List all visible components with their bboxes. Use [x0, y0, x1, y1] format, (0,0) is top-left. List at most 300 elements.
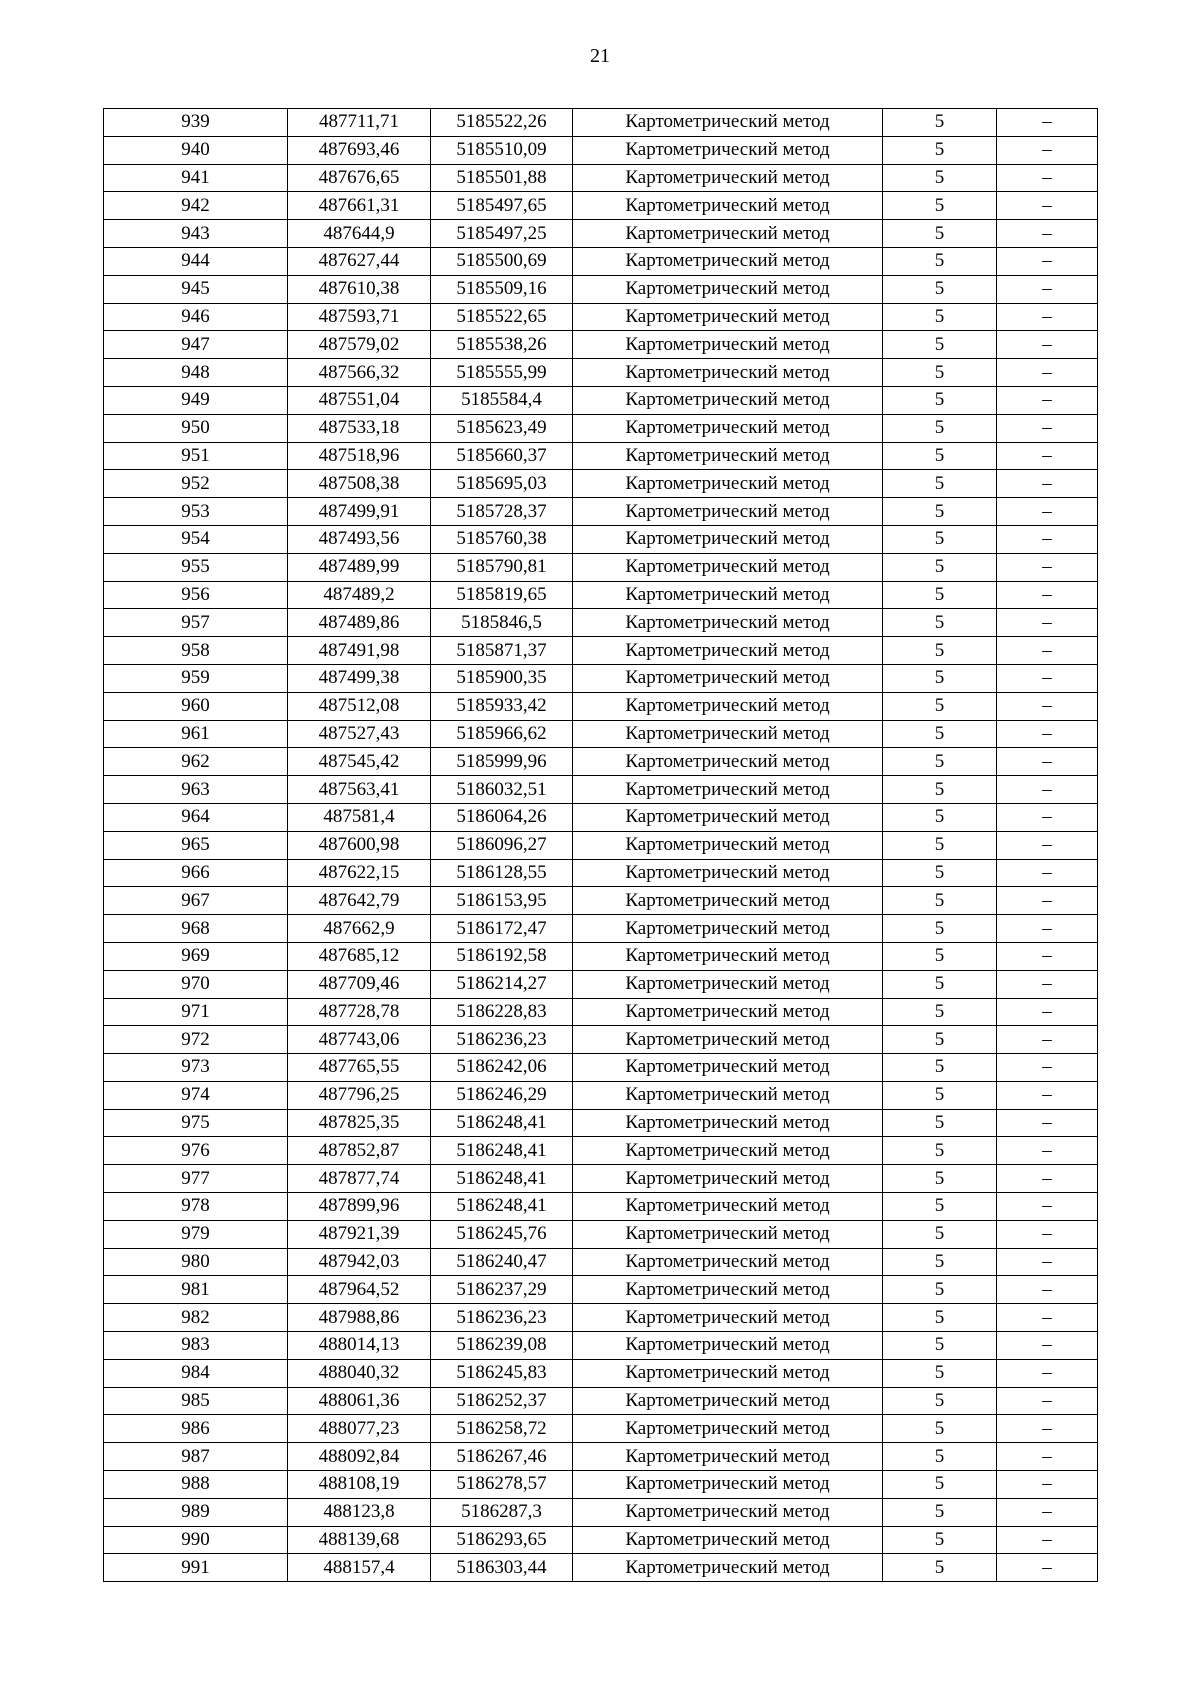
- accuracy-cell: 5: [883, 1415, 997, 1443]
- method-cell: Картометрический метод: [573, 720, 883, 748]
- y-coordinate-cell: 5185510,09: [431, 136, 573, 164]
- x-coordinate-cell: 487579,02: [288, 331, 431, 359]
- accuracy-cell: 5: [883, 275, 997, 303]
- description-cell: –: [997, 720, 1098, 748]
- description-cell: –: [997, 275, 1098, 303]
- method-cell: Картометрический метод: [573, 1193, 883, 1221]
- y-coordinate-cell: 5186248,41: [431, 1193, 573, 1221]
- y-coordinate-cell: 5186248,41: [431, 1137, 573, 1165]
- method-cell: Картометрический метод: [573, 998, 883, 1026]
- method-cell: Картометрический метод: [573, 664, 883, 692]
- accuracy-cell: 5: [883, 1165, 997, 1193]
- point-number-cell: 966: [104, 859, 288, 887]
- method-cell: Картометрический метод: [573, 1443, 883, 1471]
- x-coordinate-cell: 487693,46: [288, 136, 431, 164]
- method-cell: Картометрический метод: [573, 1026, 883, 1054]
- method-cell: Картометрический метод: [573, 970, 883, 998]
- description-cell: –: [997, 1415, 1098, 1443]
- accuracy-cell: 5: [883, 247, 997, 275]
- method-cell: Картометрический метод: [573, 331, 883, 359]
- x-coordinate-cell: 487676,65: [288, 164, 431, 192]
- table-row: [104, 1137, 1098, 1165]
- point-number-cell: 981: [104, 1276, 288, 1304]
- x-coordinate-cell: 487899,96: [288, 1193, 431, 1221]
- x-coordinate-cell: 487685,12: [288, 942, 431, 970]
- y-coordinate-cell: 5186237,29: [431, 1276, 573, 1304]
- accuracy-cell: 5: [883, 1109, 997, 1137]
- description-cell: –: [997, 1554, 1098, 1582]
- table-row: [104, 609, 1098, 637]
- table-row: [104, 331, 1098, 359]
- accuracy-cell: 5: [883, 887, 997, 915]
- y-coordinate-cell: 5186153,95: [431, 887, 573, 915]
- point-number-cell: 946: [104, 303, 288, 331]
- method-cell: Картометрический метод: [573, 1220, 883, 1248]
- method-cell: Картометрический метод: [573, 1387, 883, 1415]
- description-cell: –: [997, 442, 1098, 470]
- method-cell: Картометрический метод: [573, 859, 883, 887]
- description-cell: –: [997, 470, 1098, 498]
- point-number-cell: 986: [104, 1415, 288, 1443]
- accuracy-cell: 5: [883, 915, 997, 943]
- method-cell: Картометрический метод: [573, 1137, 883, 1165]
- x-coordinate-cell: 488077,23: [288, 1415, 431, 1443]
- table-row: [104, 1109, 1098, 1137]
- description-cell: –: [997, 887, 1098, 915]
- y-coordinate-cell: 5185623,49: [431, 414, 573, 442]
- y-coordinate-cell: 5185497,25: [431, 220, 573, 248]
- accuracy-cell: 5: [883, 1359, 997, 1387]
- accuracy-cell: 5: [883, 498, 997, 526]
- point-number-cell: 947: [104, 331, 288, 359]
- method-cell: Картометрический метод: [573, 609, 883, 637]
- description-cell: –: [997, 581, 1098, 609]
- description-cell: –: [997, 748, 1098, 776]
- description-cell: –: [997, 414, 1098, 442]
- point-number-cell: 982: [104, 1304, 288, 1332]
- table-row: [104, 498, 1098, 526]
- description-cell: –: [997, 192, 1098, 220]
- y-coordinate-cell: 5186236,23: [431, 1304, 573, 1332]
- y-coordinate-cell: 5186248,41: [431, 1109, 573, 1137]
- y-coordinate-cell: 5185509,16: [431, 275, 573, 303]
- accuracy-cell: 5: [883, 1220, 997, 1248]
- method-cell: Картометрический метод: [573, 442, 883, 470]
- description-cell: –: [997, 303, 1098, 331]
- point-number-cell: 965: [104, 831, 288, 859]
- x-coordinate-cell: 487610,38: [288, 275, 431, 303]
- x-coordinate-cell: 487508,38: [288, 470, 431, 498]
- x-coordinate-cell: 488157,4: [288, 1554, 431, 1582]
- point-number-cell: 960: [104, 692, 288, 720]
- y-coordinate-cell: 5186128,55: [431, 859, 573, 887]
- table-row: [104, 998, 1098, 1026]
- accuracy-cell: 5: [883, 1332, 997, 1360]
- method-cell: Картометрический метод: [573, 748, 883, 776]
- description-cell: –: [997, 859, 1098, 887]
- method-cell: Картометрический метод: [573, 1081, 883, 1109]
- method-cell: Картометрический метод: [573, 776, 883, 804]
- description-cell: –: [997, 331, 1098, 359]
- method-cell: Картометрический метод: [573, 1054, 883, 1082]
- accuracy-cell: 5: [883, 748, 997, 776]
- table-row: [104, 1415, 1098, 1443]
- accuracy-cell: 5: [883, 692, 997, 720]
- accuracy-cell: 5: [883, 1026, 997, 1054]
- description-cell: –: [997, 1220, 1098, 1248]
- x-coordinate-cell: 487533,18: [288, 414, 431, 442]
- point-number-cell: 979: [104, 1220, 288, 1248]
- x-coordinate-cell: 488092,84: [288, 1443, 431, 1471]
- x-coordinate-cell: 487988,86: [288, 1304, 431, 1332]
- description-cell: –: [997, 1193, 1098, 1221]
- table-row: [104, 1054, 1098, 1082]
- point-number-cell: 945: [104, 275, 288, 303]
- table-row: [104, 136, 1098, 164]
- x-coordinate-cell: 487518,96: [288, 442, 431, 470]
- table-row: [104, 275, 1098, 303]
- table-row: [104, 664, 1098, 692]
- table-row: [104, 831, 1098, 859]
- method-cell: Картометрический метод: [573, 136, 883, 164]
- x-coordinate-cell: 487877,74: [288, 1165, 431, 1193]
- accuracy-cell: 5: [883, 637, 997, 665]
- y-coordinate-cell: 5185819,65: [431, 581, 573, 609]
- method-cell: Картометрический метод: [573, 359, 883, 387]
- accuracy-cell: 5: [883, 776, 997, 804]
- table-row: [104, 720, 1098, 748]
- x-coordinate-cell: 487765,55: [288, 1054, 431, 1082]
- accuracy-cell: 5: [883, 386, 997, 414]
- method-cell: Картометрический метод: [573, 581, 883, 609]
- y-coordinate-cell: 5186239,08: [431, 1332, 573, 1360]
- y-coordinate-cell: 5186258,72: [431, 1415, 573, 1443]
- x-coordinate-cell: 487489,99: [288, 553, 431, 581]
- x-coordinate-cell: 487527,43: [288, 720, 431, 748]
- method-cell: Картометрический метод: [573, 303, 883, 331]
- y-coordinate-cell: 5186236,23: [431, 1026, 573, 1054]
- point-number-cell: 939: [104, 109, 288, 137]
- accuracy-cell: 5: [883, 1498, 997, 1526]
- accuracy-cell: 5: [883, 359, 997, 387]
- accuracy-cell: 5: [883, 1526, 997, 1554]
- y-coordinate-cell: 5186032,51: [431, 776, 573, 804]
- point-number-cell: 952: [104, 470, 288, 498]
- y-coordinate-cell: 5186064,26: [431, 803, 573, 831]
- x-coordinate-cell: 487964,52: [288, 1276, 431, 1304]
- method-cell: Картометрический метод: [573, 220, 883, 248]
- x-coordinate-cell: 487563,41: [288, 776, 431, 804]
- x-coordinate-cell: 487796,25: [288, 1081, 431, 1109]
- x-coordinate-cell: 487627,44: [288, 247, 431, 275]
- table-row: [104, 470, 1098, 498]
- description-cell: –: [997, 637, 1098, 665]
- y-coordinate-cell: 5186248,41: [431, 1165, 573, 1193]
- table-row: [104, 859, 1098, 887]
- point-number-cell: 969: [104, 942, 288, 970]
- accuracy-cell: 5: [883, 1304, 997, 1332]
- accuracy-cell: 5: [883, 414, 997, 442]
- method-cell: Картометрический метод: [573, 1359, 883, 1387]
- point-number-cell: 953: [104, 498, 288, 526]
- point-number-cell: 976: [104, 1137, 288, 1165]
- accuracy-cell: 5: [883, 998, 997, 1026]
- y-coordinate-cell: 5185538,26: [431, 331, 573, 359]
- point-number-cell: 973: [104, 1054, 288, 1082]
- description-cell: –: [997, 553, 1098, 581]
- y-coordinate-cell: 5186278,57: [431, 1471, 573, 1499]
- y-coordinate-cell: 5185933,42: [431, 692, 573, 720]
- description-cell: –: [997, 1137, 1098, 1165]
- x-coordinate-cell: 487642,79: [288, 887, 431, 915]
- point-number-cell: 990: [104, 1526, 288, 1554]
- y-coordinate-cell: 5186240,47: [431, 1248, 573, 1276]
- point-number-cell: 964: [104, 803, 288, 831]
- description-cell: –: [997, 664, 1098, 692]
- table-row: [104, 970, 1098, 998]
- table-row: [104, 692, 1098, 720]
- description-cell: –: [997, 1165, 1098, 1193]
- x-coordinate-cell: 487581,4: [288, 803, 431, 831]
- table-row: [104, 1332, 1098, 1360]
- point-number-cell: 970: [104, 970, 288, 998]
- accuracy-cell: 5: [883, 942, 997, 970]
- y-coordinate-cell: 5185522,26: [431, 109, 573, 137]
- accuracy-cell: 5: [883, 1554, 997, 1582]
- point-number-cell: 974: [104, 1081, 288, 1109]
- method-cell: Картометрический метод: [573, 275, 883, 303]
- point-number-cell: 985: [104, 1387, 288, 1415]
- x-coordinate-cell: 487644,9: [288, 220, 431, 248]
- accuracy-cell: 5: [883, 1387, 997, 1415]
- table-row: [104, 942, 1098, 970]
- y-coordinate-cell: 5186252,37: [431, 1387, 573, 1415]
- x-coordinate-cell: 488139,68: [288, 1526, 431, 1554]
- description-cell: –: [997, 1248, 1098, 1276]
- table-row: [104, 1248, 1098, 1276]
- point-number-cell: 958: [104, 637, 288, 665]
- accuracy-cell: 5: [883, 831, 997, 859]
- x-coordinate-cell: 487709,46: [288, 970, 431, 998]
- x-coordinate-cell: 487743,06: [288, 1026, 431, 1054]
- description-cell: –: [997, 998, 1098, 1026]
- y-coordinate-cell: 5185966,62: [431, 720, 573, 748]
- point-number-cell: 972: [104, 1026, 288, 1054]
- x-coordinate-cell: 487942,03: [288, 1248, 431, 1276]
- method-cell: Картометрический метод: [573, 831, 883, 859]
- accuracy-cell: 5: [883, 1276, 997, 1304]
- y-coordinate-cell: 5185999,96: [431, 748, 573, 776]
- accuracy-cell: 5: [883, 609, 997, 637]
- x-coordinate-cell: 488108,19: [288, 1471, 431, 1499]
- accuracy-cell: 5: [883, 1248, 997, 1276]
- point-number-cell: 968: [104, 915, 288, 943]
- point-number-cell: 951: [104, 442, 288, 470]
- y-coordinate-cell: 5186245,83: [431, 1359, 573, 1387]
- y-coordinate-cell: 5186242,06: [431, 1054, 573, 1082]
- description-cell: –: [997, 942, 1098, 970]
- method-cell: Картометрический метод: [573, 1165, 883, 1193]
- accuracy-cell: 5: [883, 192, 997, 220]
- point-number-cell: 991: [104, 1554, 288, 1582]
- x-coordinate-cell: 487825,35: [288, 1109, 431, 1137]
- table-row: [104, 247, 1098, 275]
- point-number-cell: 977: [104, 1165, 288, 1193]
- x-coordinate-cell: 488123,8: [288, 1498, 431, 1526]
- point-number-cell: 962: [104, 748, 288, 776]
- y-coordinate-cell: 5185900,35: [431, 664, 573, 692]
- table-row: [104, 1304, 1098, 1332]
- table-row: [104, 748, 1098, 776]
- x-coordinate-cell: 487662,9: [288, 915, 431, 943]
- x-coordinate-cell: 487489,86: [288, 609, 431, 637]
- method-cell: Картометрический метод: [573, 915, 883, 943]
- description-cell: –: [997, 1359, 1098, 1387]
- method-cell: Картометрический метод: [573, 525, 883, 553]
- method-cell: Картометрический метод: [573, 803, 883, 831]
- accuracy-cell: 5: [883, 664, 997, 692]
- y-coordinate-cell: 5185871,37: [431, 637, 573, 665]
- description-cell: –: [997, 1276, 1098, 1304]
- table-row: [104, 1193, 1098, 1221]
- point-number-cell: 967: [104, 887, 288, 915]
- table-row: [104, 581, 1098, 609]
- accuracy-cell: 5: [883, 470, 997, 498]
- description-cell: –: [997, 386, 1098, 414]
- method-cell: Картометрический метод: [573, 1332, 883, 1360]
- accuracy-cell: 5: [883, 1054, 997, 1082]
- method-cell: Картометрический метод: [573, 887, 883, 915]
- y-coordinate-cell: 5186192,58: [431, 942, 573, 970]
- point-number-cell: 956: [104, 581, 288, 609]
- table-row: [104, 525, 1098, 553]
- accuracy-cell: 5: [883, 331, 997, 359]
- x-coordinate-cell: 487711,71: [288, 109, 431, 137]
- point-number-cell: 942: [104, 192, 288, 220]
- x-coordinate-cell: 487593,71: [288, 303, 431, 331]
- point-number-cell: 940: [104, 136, 288, 164]
- point-number-cell: 954: [104, 525, 288, 553]
- table-row: [104, 637, 1098, 665]
- point-number-cell: 941: [104, 164, 288, 192]
- point-number-cell: 957: [104, 609, 288, 637]
- description-cell: –: [997, 109, 1098, 137]
- y-coordinate-cell: 5185695,03: [431, 470, 573, 498]
- table-row: [104, 1026, 1098, 1054]
- point-number-cell: 984: [104, 1359, 288, 1387]
- description-cell: –: [997, 1054, 1098, 1082]
- table-row: [104, 553, 1098, 581]
- method-cell: Картометрический метод: [573, 1526, 883, 1554]
- x-coordinate-cell: 487491,98: [288, 637, 431, 665]
- method-cell: Картометрический метод: [573, 1248, 883, 1276]
- x-coordinate-cell: 487921,39: [288, 1220, 431, 1248]
- description-cell: –: [997, 1498, 1098, 1526]
- point-number-cell: 989: [104, 1498, 288, 1526]
- description-cell: –: [997, 970, 1098, 998]
- table-row: [104, 1471, 1098, 1499]
- point-number-cell: 961: [104, 720, 288, 748]
- accuracy-cell: 5: [883, 581, 997, 609]
- table-row: [104, 803, 1098, 831]
- x-coordinate-cell: 487622,15: [288, 859, 431, 887]
- table-row: [104, 1081, 1098, 1109]
- method-cell: Картометрический метод: [573, 470, 883, 498]
- method-cell: Картометрический метод: [573, 637, 883, 665]
- x-coordinate-cell: 487545,42: [288, 748, 431, 776]
- x-coordinate-cell: 487661,31: [288, 192, 431, 220]
- accuracy-cell: 5: [883, 1137, 997, 1165]
- point-number-cell: 987: [104, 1443, 288, 1471]
- x-coordinate-cell: 487499,91: [288, 498, 431, 526]
- accuracy-cell: 5: [883, 859, 997, 887]
- description-cell: –: [997, 1387, 1098, 1415]
- table-row: [104, 220, 1098, 248]
- coordinates-table: [103, 108, 1098, 1582]
- table-row: [104, 1359, 1098, 1387]
- x-coordinate-cell: 487489,2: [288, 581, 431, 609]
- table-row: [104, 1443, 1098, 1471]
- description-cell: –: [997, 1526, 1098, 1554]
- x-coordinate-cell: 488014,13: [288, 1332, 431, 1360]
- table-row: [104, 1220, 1098, 1248]
- method-cell: Картометрический метод: [573, 414, 883, 442]
- description-cell: –: [997, 1304, 1098, 1332]
- x-coordinate-cell: 487493,56: [288, 525, 431, 553]
- table-row: [104, 1498, 1098, 1526]
- table-row: [104, 359, 1098, 387]
- y-coordinate-cell: 5185500,69: [431, 247, 573, 275]
- table-row: [104, 109, 1098, 137]
- x-coordinate-cell: 487566,32: [288, 359, 431, 387]
- point-number-cell: 955: [104, 553, 288, 581]
- y-coordinate-cell: 5186245,76: [431, 1220, 573, 1248]
- accuracy-cell: 5: [883, 1193, 997, 1221]
- table-row: [104, 386, 1098, 414]
- y-coordinate-cell: 5185497,65: [431, 192, 573, 220]
- accuracy-cell: 5: [883, 303, 997, 331]
- y-coordinate-cell: 5185584,4: [431, 386, 573, 414]
- table-row: [104, 442, 1098, 470]
- accuracy-cell: 5: [883, 970, 997, 998]
- accuracy-cell: 5: [883, 803, 997, 831]
- point-number-cell: 971: [104, 998, 288, 1026]
- x-coordinate-cell: 488040,32: [288, 1359, 431, 1387]
- y-coordinate-cell: 5185846,5: [431, 609, 573, 637]
- method-cell: Картометрический метод: [573, 386, 883, 414]
- method-cell: Картометрический метод: [573, 1471, 883, 1499]
- description-cell: –: [997, 136, 1098, 164]
- method-cell: Картометрический метод: [573, 247, 883, 275]
- y-coordinate-cell: 5186172,47: [431, 915, 573, 943]
- y-coordinate-cell: 5185522,65: [431, 303, 573, 331]
- description-cell: –: [997, 1332, 1098, 1360]
- y-coordinate-cell: 5186293,65: [431, 1526, 573, 1554]
- description-cell: –: [997, 220, 1098, 248]
- table-row: [104, 887, 1098, 915]
- method-cell: Картометрический метод: [573, 1109, 883, 1137]
- accuracy-cell: 5: [883, 525, 997, 553]
- point-number-cell: 988: [104, 1471, 288, 1499]
- description-cell: –: [997, 692, 1098, 720]
- description-cell: –: [997, 1026, 1098, 1054]
- method-cell: Картометрический метод: [573, 498, 883, 526]
- y-coordinate-cell: 5186228,83: [431, 998, 573, 1026]
- y-coordinate-cell: 5186267,46: [431, 1443, 573, 1471]
- x-coordinate-cell: 487600,98: [288, 831, 431, 859]
- coordinates-table-body: [104, 109, 1098, 1582]
- method-cell: Картометрический метод: [573, 1276, 883, 1304]
